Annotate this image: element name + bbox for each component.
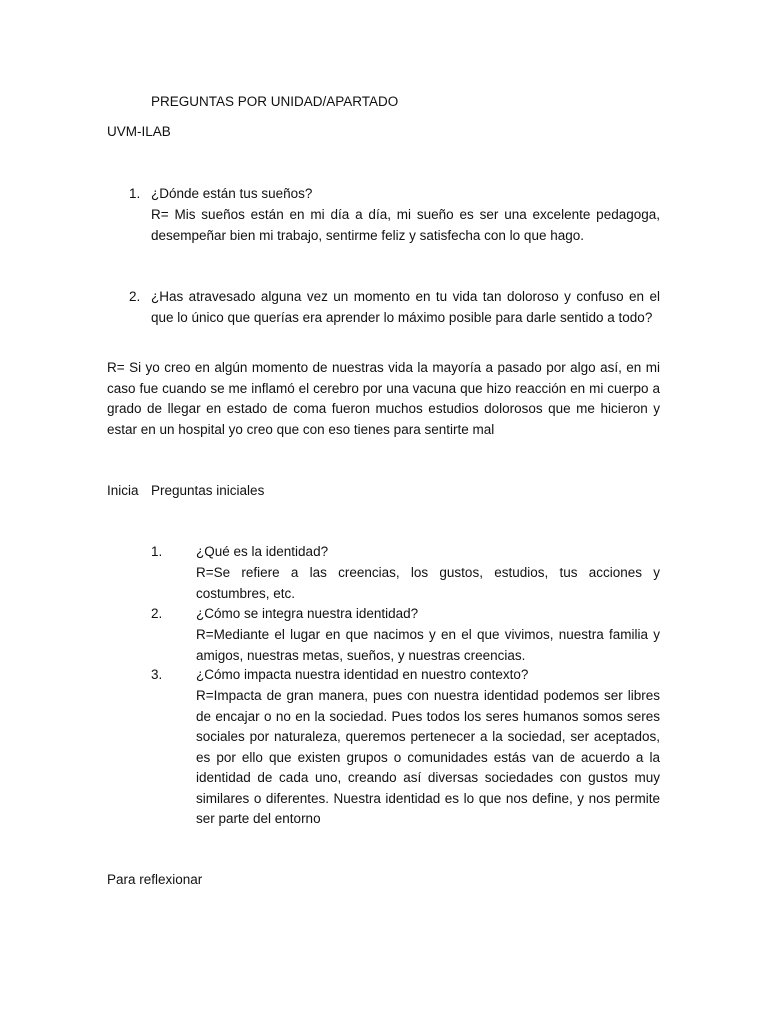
question-2: ¿Has atravesado alguna vez un momento en tu vida tan doloroso y confuso en el que lo único que querías era aprender lo máximo posible para darle sentido a todo? (151, 289, 660, 325)
question-identity: ¿Qué es la identidad? (196, 544, 329, 559)
answer-impact: R=Impacta de gran manera, pues con nuestra identidad podemos ser libres de encajar o no en la sociedad. Pues todos los seres humanos somos seres sociales por naturaleza, queremos pertenecer a la sociedad, ser aceptados, es por ello que existen grupos o comunidades estás van de acuerdo a la identidad de cada uno, creando así diversas sociedades con gustos muy similares o diferentes. Nuestra identidad es lo que nos define, y nos permite ser parte del entorno (196, 688, 660, 826)
answer-1: R= Mis sueños están en mi día a día, mi sueño es ser una excelente pedagoga, desempeñar bien mi trabajo, sentirme feliz y satisfecha con lo que hago. (151, 207, 660, 243)
question-impact: ¿Cómo impacta nuestra identidad en nuestro contexto? (196, 667, 529, 682)
reflection-heading: Para reflexionar (107, 872, 203, 887)
list-item-number: 2. (151, 606, 163, 621)
document-title: PREGUNTAS POR UNIDAD/APARTADO (151, 94, 399, 109)
section-label: Inicia (107, 483, 139, 498)
list-item-number: 3. (151, 667, 163, 682)
answer-identity: R=Se refiere a las creencias, los gustos, estudios, tus acciones y costumbres, etc. (196, 565, 660, 601)
list-item-number: 1. (129, 186, 141, 201)
section-heading: Preguntas iniciales (151, 483, 265, 498)
list-item-number: 2. (129, 289, 141, 304)
answer-2: R= Si yo creo en algún momento de nuestras vida la mayoría a pasado por algo así, en mi caso fue cuando se me inflamó el cerebro por una vacuna que hizo reacción en mi cuerpo a grado de llegar en estado de coma fueron muchos estudios dolorosos que me hicieron y estar en un hospital yo creo que con eso tienes para sentirte mal (107, 360, 660, 437)
question-integration: ¿Cómo se integra nuestra identidad? (196, 606, 419, 621)
institution-label: UVM-ILAB (107, 124, 171, 139)
question-1: ¿Dónde están tus sueños? (151, 186, 313, 201)
list-item-number: 1. (151, 544, 163, 559)
answer-integration: R=Mediante el lugar en que nacimos y en el que vivimos, nuestra familia y amigos, nuestras metas, sueños, y nuestras creencias. (196, 627, 660, 663)
